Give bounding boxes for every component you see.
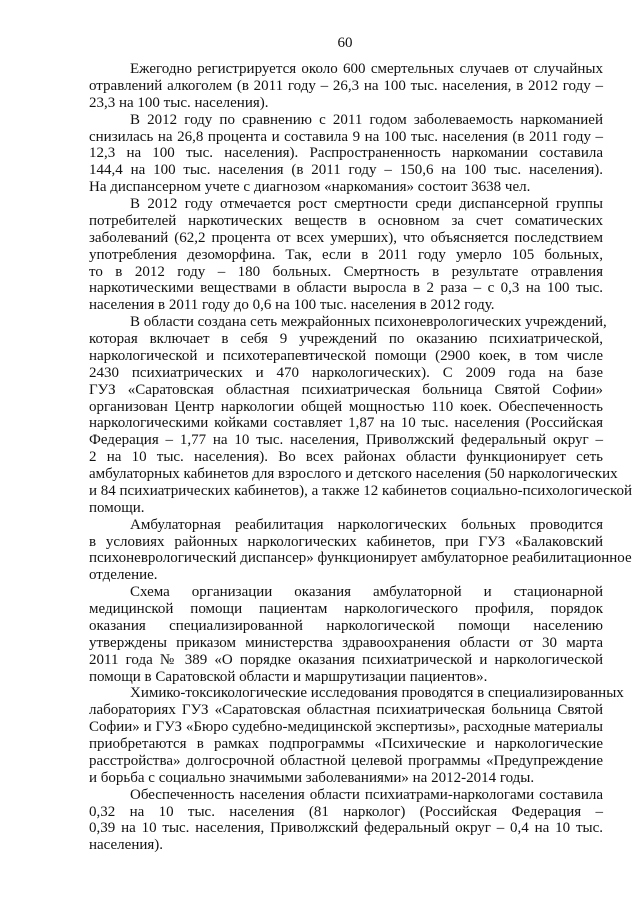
text-line: 2430 психиатрических и 470 наркологических). С 2009 года на базе	[89, 364, 603, 381]
text-line: организован Центр наркологии общей мощностью 110 коек. Обеспеченность	[89, 398, 603, 415]
text-line: В области создана сеть межрайонных психоневрологических учреждений,	[130, 314, 607, 331]
paragraph	[89, 584, 603, 685]
paragraph	[89, 685, 624, 786]
text-line: Софии» и ГУЗ «Бюро судебно-медицинской экспертизы», расходные материалы	[89, 719, 603, 736]
text-line: 12,3 на 100 тыс. населения). Распространенность наркомании составила	[89, 145, 603, 162]
text-line: в условиях районных наркологических кабинетов, при ГУЗ «Балаковский	[89, 533, 603, 550]
text-line: помощи в Саратовской области и маршрутизации пациентов».	[89, 668, 488, 685]
text-line: 0,39 на 10 тыс. населения, Приволжский федеральный округ – 0,4 на 10 тыс.	[89, 820, 603, 837]
text-line: ГУЗ «Саратовская областная психиатрическая больница Святой Софии»	[89, 381, 603, 398]
text-line: утверждены приказом министерства здравоохранения области от 30 марта	[89, 634, 603, 651]
text-line: расстройства» долгосрочной областной целевой программы «Предупреждение	[89, 752, 603, 769]
text-line: 0,32 на 10 тыс. населения (81 нарколог) (Российская Федерация –	[89, 803, 603, 820]
text-line: 23,3 на 100 тыс. населения).	[89, 94, 269, 111]
page-number: 60	[337, 35, 353, 51]
text-line: медицинской помощи пациентам наркологического профиля, порядок	[89, 601, 603, 617]
paragraph	[89, 61, 603, 112]
text-line: Ежегодно регистрируется около 600 смертельных случаев от случайных	[130, 61, 603, 77]
text-line: лабораториях ГУЗ «Саратовская областная психиатрическая больница Святой	[89, 702, 603, 719]
text-line: 144,4 на 100 тыс. населения (в 2011 году – 150,6 на 100 тыс. населения).	[89, 162, 603, 179]
text-line: Химико-токсикологические исследования проводятся в специализированных	[130, 685, 624, 702]
text-line: помощи.	[89, 499, 145, 516]
text-line: В 2012 году отмечается рост смертности среди диспансерной группы	[130, 196, 603, 212]
paragraph	[89, 112, 603, 196]
text-line: 2 на 10 тыс. населения). Во всех районах области функционирует сеть	[89, 449, 603, 466]
text-line: психоневрологический диспансер» функционирует амбулаторное реабилитационное	[89, 550, 632, 567]
text-line: оказания специализированной наркологической помощи населению	[89, 617, 603, 634]
text-line: которая включает в себя 9 учреждений по оказанию психиатрической,	[89, 331, 603, 347]
text-line: употребления дезоморфина. Так, если в 2011 году умерло 105 больных,	[89, 246, 603, 263]
text-line: Схема организации оказания амбулаторной и стационарной	[130, 584, 603, 601]
text-line: снизилась на 26,8 процента и составила 9 на 100 тыс. населения (в 2011 году –	[89, 128, 603, 145]
text-line: заболеваний (62,2 процента от всех умерших), что объясняется последствием	[89, 229, 603, 246]
text-line: наркологическими койками составляет 1,87 на 10 тыс. населения (Российская	[89, 415, 603, 432]
paragraph	[89, 196, 603, 314]
text-line: 2011 года № 389 «О порядке оказания психиатрической и наркологической	[89, 651, 603, 668]
text-line: отделение.	[89, 567, 158, 584]
text-line: то в 2012 году – 180 больных. Смертность в результате отравления	[89, 263, 603, 280]
text-line: приобретаются в рамках подпрограммы «Психические и наркологические	[89, 736, 603, 752]
text-line: На диспансерном учете с диагнозом «наркомания» состоит 3638 чел.	[89, 179, 531, 196]
text-line: наркологической и психотерапевтической помощи (2900 коек, в том числе	[89, 347, 603, 364]
text-line: наркотическими веществами в области выросла в 2 раза – с 0,3 на 100 тыс.	[89, 280, 603, 297]
document-body	[89, 61, 633, 854]
text-line: Федерация – 1,77 на 10 тыс. населения, Приволжский федеральный округ –	[89, 432, 603, 449]
paragraph	[89, 314, 633, 517]
text-line: потребителей наркотических веществ в основном за счет соматических	[89, 212, 603, 229]
text-line: и 84 психиатрических кабинетов), а также 12 кабинетов социально-психологической	[89, 482, 633, 499]
text-line: Обеспеченность населения области психиатрами-наркологами составила	[130, 786, 603, 803]
text-line: Амбулаторная реабилитация наркологических больных проводится	[130, 516, 603, 533]
text-line: населения).	[89, 837, 164, 854]
text-line: населения в 2011 году до 0,6 на 100 тыс. населения в 2012 году.	[89, 297, 495, 314]
paragraph	[89, 787, 603, 855]
text-line: амбулаторных кабинетов для взрослого и детского населения (50 наркологических	[89, 466, 618, 482]
text-line: и борьба с социально значимыми заболеваниями» на 2012-2014 годы.	[89, 769, 535, 786]
text-line: отравлений алкоголем (в 2011 году – 26,3 на 100 тыс. населения, в 2012 году –	[89, 77, 603, 94]
text-line: В 2012 году по сравнению с 2011 годом заболеваемость наркоманией	[130, 111, 603, 128]
paragraph	[89, 516, 632, 585]
